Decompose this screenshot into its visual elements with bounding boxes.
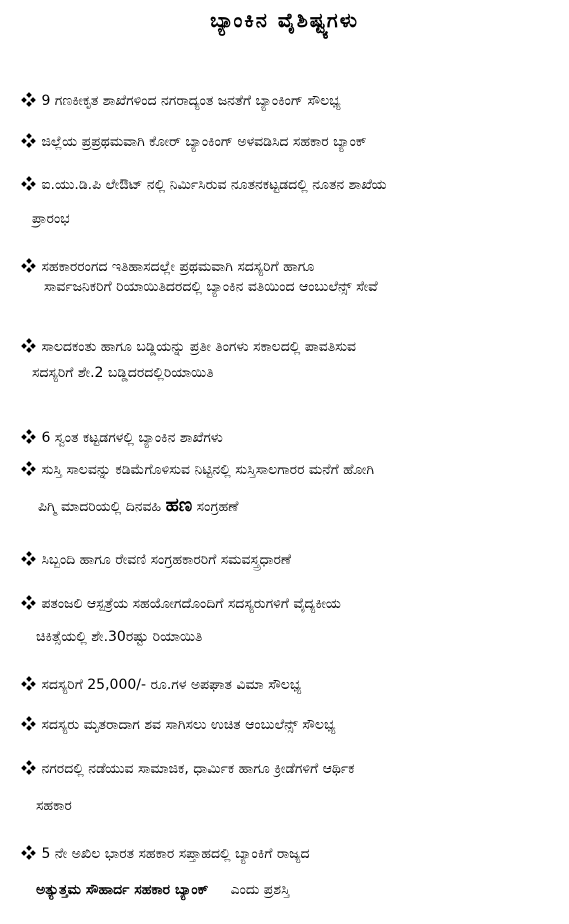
feature-text-continued: ಚಿಕಿತ್ಸೆಯಲ್ಲಿ ಶೇ.30ರಷ್ಟು ರಿಯಾಯಿತಿ: [36, 629, 203, 645]
diamond-bullet-icon: [22, 846, 35, 859]
feature-item: [22, 337, 552, 383]
feature-text-continued: ಪ್ರಾರಂಭ: [32, 211, 70, 227]
feature-text-part: ಸಂಗ್ರಹಣೆ: [192, 499, 239, 515]
feature-item: [22, 715, 552, 735]
feature-text: ಸುಸ್ತಿ ಸಾಲವನ್ನು ಕಡಿಮೆಗೊಳಿಸುವ ನಿಟ್ಟಿನಲ್ಲಿ ಸುಸ್ತಿಸಾಲಗಾರರ ಮನೆಗೆ ಹೋಗಿ: [41, 462, 375, 478]
diamond-bullet-icon: [22, 717, 35, 730]
feature-item: [22, 175, 552, 229]
feature-text: ಜಿಲ್ಲೆಯ ಪ್ರಪ್ರಥಮವಾಗಿ ಕೋರ್ ಬ್ಯಾಂಕಿಂಗ್ ಅಳವಡಿಸಿದ ಸಹಕಾರ ಬ್ಯಾಂಕ್: [41, 134, 367, 150]
feature-text: ನಗರದಲ್ಲಿ ನಡೆಯುವ ಸಾಮಾಜಿಕ, ಧಾರ್ಮಿಕ ಹಾಗೂ ಕ್ರೀಡೆಗಳಿಗೆ ಆರ್ಥಿಕ: [41, 761, 355, 777]
feature-text-continued: [22, 495, 552, 515]
feature-item: [22, 759, 552, 816]
feature-text: ಸದಸ್ಯರು ಮೃತರಾದಾಗ ಶವ ಸಾಗಿಸಲು ಉಚಿತ ಆಂಬುಲೆನ್ಸ್ ಸೌಲಭ್ಯ: [41, 717, 336, 733]
feature-text: ಐ.ಯು.ಡಿ.ಪಿ ಲೇಔಟ್ ನಲ್ಲಿ ನಿರ್ಮಿಸಿರುವ ನೂತನಕಟ್ಟಡದಲ್ಲಿ ನೂತನ ಶಾಖೆಯ: [41, 177, 387, 193]
page-title: ಬ್ಯಾಂಕಿನ ವೈಶಿಷ್ಟ್ಯಗಳು: [210, 8, 359, 32]
feature-item: [22, 594, 552, 647]
feature-item: [22, 257, 552, 297]
diamond-bullet-icon: [22, 430, 35, 443]
feature-text: 6 ಸ್ವಂತ ಕಟ್ಟಡಗಳಲ್ಲಿ ಬ್ಯಾಂಕಿನ ಶಾಖೆಗಳು: [41, 430, 223, 446]
feature-text-part: ಪಿಗ್ಮಿ ಮಾದರಿಯಲ್ಲಿ ದಿನವಹಿ: [38, 499, 166, 515]
feature-item: [22, 675, 552, 695]
diamond-bullet-icon: [22, 677, 35, 690]
diamond-bullet-icon: [22, 177, 35, 190]
feature-text: ಪತಂಜಲಿ ಆಸ್ಪತ್ರೆಯ ಸಹಯೋಗದೊಂದಿಗೆ ಸದಸ್ಯರುಗಳಿಗೆ ವೈದ್ಯಕೀಯ: [41, 596, 341, 612]
feature-item: [22, 91, 552, 111]
feature-text-emphasis: ಹಣ: [165, 494, 193, 516]
feature-text-continued: ಸಾರ್ವಜನಿಕರಿಗೆ ರಿಯಾಯಿತಿದರದಲ್ಲಿ ಬ್ಯಾಂಕಿನ ವತಿಯಿಂದ ಆಂಬುಲೆನ್ಸ್ ಸೇವೆ: [44, 279, 378, 295]
diamond-bullet-icon: [22, 596, 35, 609]
diamond-bullet-icon: [22, 462, 35, 475]
feature-text: ಸಹಕಾರರಂಗದ ಇತಿಹಾಸದಲ್ಲೇ ಪ್ರಥಮವಾಗಿ ಸದಸ್ಯರಿಗೆ ಹಾಗೂ: [41, 259, 315, 275]
diamond-bullet-icon: [22, 552, 35, 565]
diamond-bullet-icon: [22, 339, 35, 352]
diamond-bullet-icon: [22, 93, 35, 106]
feature-item: [22, 844, 552, 900]
diamond-bullet-icon: [22, 259, 35, 272]
feature-item: [22, 132, 552, 152]
feature-text: 9 ಗಣಕೀಕೃತ ಶಾಖೆಗಳಿಂದ ನಗರಾದ್ಯಂತ ಜನತೆಗೆ ಬ್ಯಾಂಕಿಂಗ್ ಸೌಲಭ್ಯ: [41, 93, 341, 109]
feature-text-part: ಎಂದು ಪ್ರಶಸ್ತಿ: [208, 882, 290, 898]
feature-text: 5 ನೇ ಅಖಿಲ ಭಾರತ ಸಹಕಾರ ಸಪ್ತಾಹದಲ್ಲಿ ಬ್ಯಾಂಕಿಗೆ ರಾಜ್ಯದ: [41, 846, 310, 862]
feature-item: [22, 460, 552, 515]
feature-item: [22, 550, 552, 570]
feature-text: ಸಾಲದಕಂತು ಹಾಗೂ ಬಡ್ಡಿಯನ್ನು ಪ್ರತೀ ತಿಂಗಳು ಸಕಾಲದಲ್ಲಿ ಪಾವತಿಸುವ: [41, 339, 357, 355]
feature-text: ಸಿಬ್ಬಂದಿ ಹಾಗೂ ರೇವಣಿ ಸಂಗ್ರಹಕಾರರಿಗೆ ಸಮವಸ್ತ್ರಧಾರಣೆ: [41, 552, 292, 568]
diamond-bullet-icon: [22, 134, 35, 147]
feature-text-continued: [22, 880, 552, 900]
feature-item: [22, 428, 552, 448]
award-name: ಅತ್ಯುತ್ತಮ ಸೌಹಾರ್ದ ಸಹಕಾರ ಬ್ಯಾಂಕ್: [36, 882, 209, 898]
diamond-bullet-icon: [22, 761, 35, 774]
feature-text-continued: ಸಹಕಾರ: [36, 798, 72, 814]
feature-text: ಸದಸ್ಯರಿಗೆ 25,000/- ರೂ.ಗಳ ಅಪಘಾತ ವಿಮಾ ಸೌಲಭ್ಯ: [41, 677, 302, 693]
feature-text-continued: ಸದಸ್ಯರಿಗೆ ಶೇ.2 ಬಡ್ಡಿದರದಲ್ಲಿರಿಯಾಯಿತಿ: [32, 365, 214, 381]
